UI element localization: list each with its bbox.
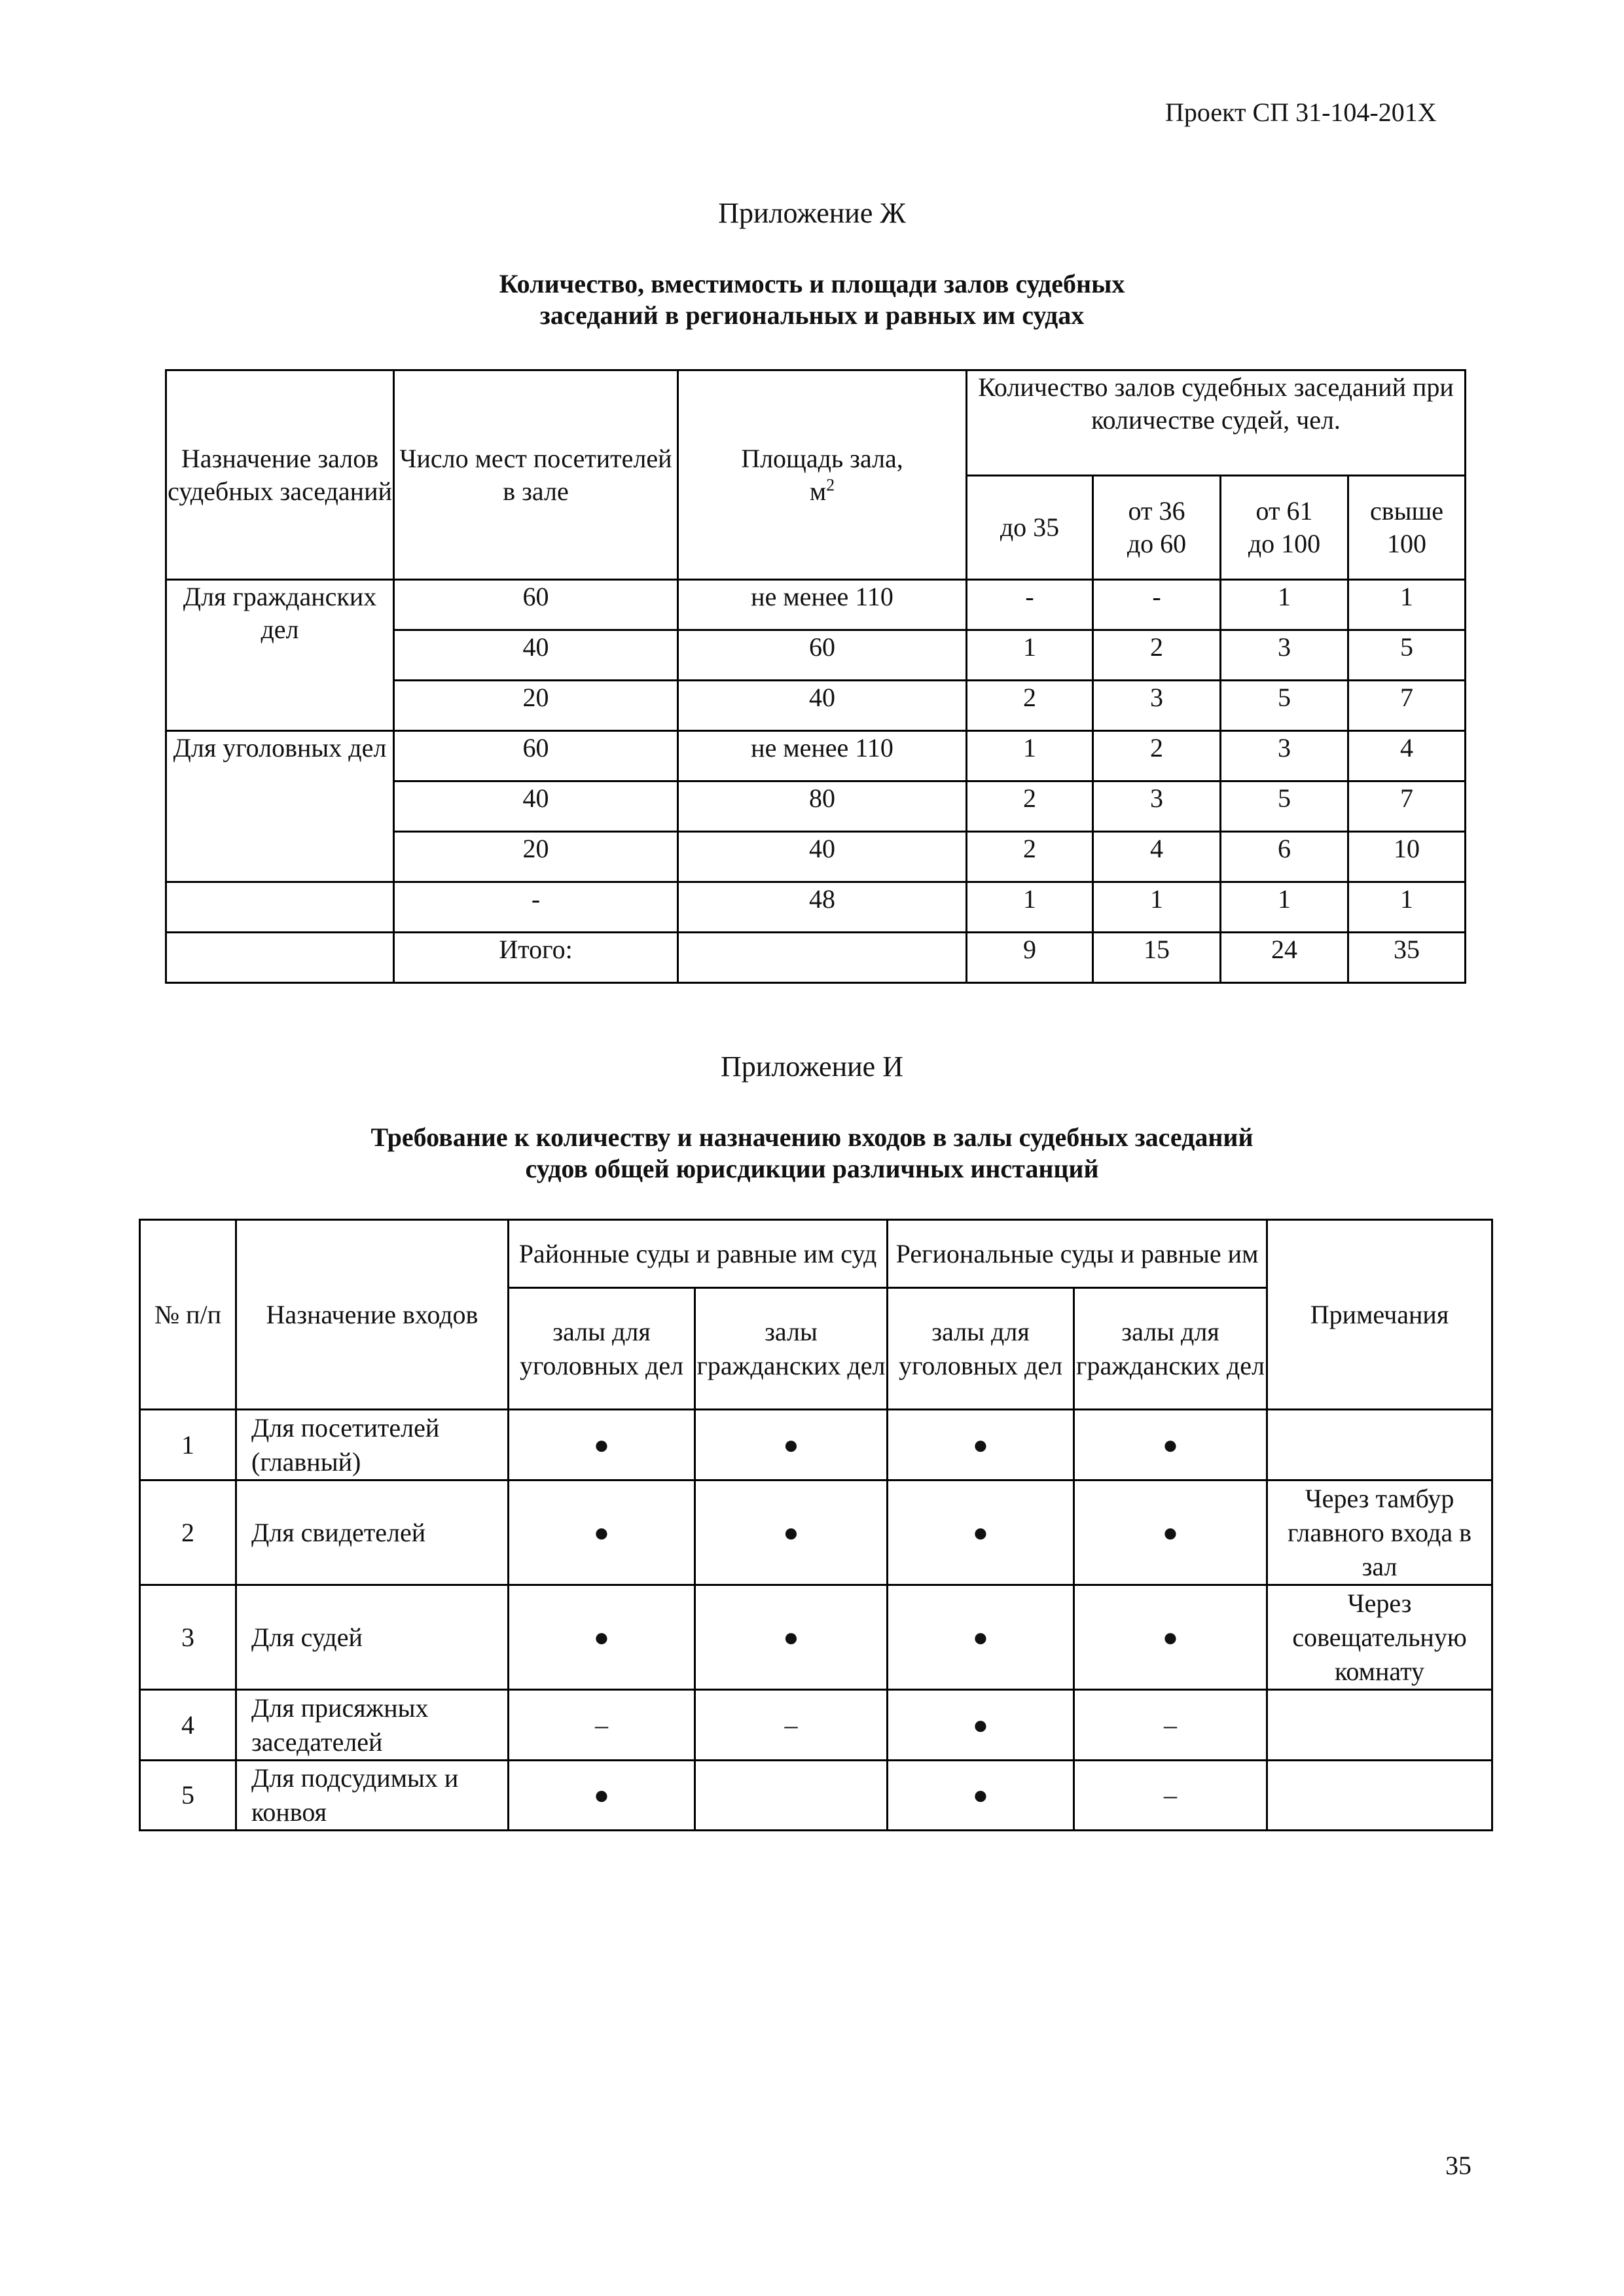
cell-count: - — [1093, 580, 1221, 630]
cell-count: 1 — [1348, 580, 1466, 630]
cell-count: 5 — [1348, 630, 1466, 681]
cell-mark: ● — [1074, 1480, 1267, 1585]
cell-count: 10 — [1348, 832, 1466, 882]
area-unit-superscript: 2 — [826, 475, 835, 495]
col-header-criminal-halls: залы для уголовных дел — [509, 1288, 695, 1410]
cell-count: 2 — [967, 681, 1093, 731]
cell-mark: ● — [1074, 1410, 1267, 1480]
col-header-district-courts: Районные суды и равные им суд — [509, 1220, 888, 1288]
col-header-criminal-halls-regional: залы для уголовных дел — [888, 1288, 1074, 1410]
col-header-area — [678, 370, 967, 580]
heading-line: заседаний в региональных и равных им судах — [539, 300, 1085, 330]
cell-num: 3 — [140, 1585, 236, 1690]
cell-note — [1267, 1410, 1492, 1480]
cell-mark: ● — [888, 1690, 1074, 1761]
cell-count: 3 — [1221, 731, 1348, 781]
cell-mark: ● — [888, 1585, 1074, 1690]
appendix-i-heading — [0, 1122, 1624, 1185]
cell-mark: ● — [695, 1585, 888, 1690]
col-header-civil-halls: залы гражданских дел — [695, 1288, 888, 1410]
cell-purpose: Для посетителей (главный) — [236, 1410, 509, 1480]
cell-mark: – — [1074, 1761, 1267, 1831]
col-header-36-60 — [1093, 476, 1221, 580]
table-row — [140, 1585, 1492, 1690]
cell-count: 1 — [967, 882, 1093, 933]
entrances-table — [139, 1219, 1493, 1831]
header-line: свыше — [1369, 496, 1444, 526]
heading-line: Требование к количеству и назначению входов в залы судебных заседаний — [370, 1122, 1254, 1152]
cell-mark: ● — [888, 1410, 1074, 1480]
cell-area: 60 — [678, 630, 967, 681]
cell-mark — [695, 1761, 888, 1831]
cell-mark: ● — [888, 1761, 1074, 1831]
cell-mark: – — [1074, 1690, 1267, 1761]
document-project-code: Проект СП 31-104-201Х — [1165, 98, 1437, 127]
cell-seats: 60 — [394, 580, 678, 630]
cell-purpose: Для присяжных заседателей — [236, 1690, 509, 1761]
header-line: от 61 — [1255, 496, 1313, 526]
table-row — [140, 1480, 1492, 1585]
total-count: 15 — [1093, 933, 1221, 983]
cell-count: 1 — [1093, 882, 1221, 933]
cell-empty — [166, 882, 394, 933]
cell-count: 2 — [967, 832, 1093, 882]
col-header-purpose: Назначение залов судебных заседаний — [166, 370, 394, 580]
cell-count: 4 — [1348, 731, 1466, 781]
header-line: до 100 — [1248, 529, 1321, 558]
cell-count: 4 — [1093, 832, 1221, 882]
cell-seats: 60 — [394, 731, 678, 781]
table-row — [140, 1761, 1492, 1831]
cell-count: 5 — [1221, 781, 1348, 832]
cell-area: 40 — [678, 832, 967, 882]
cell-count: 6 — [1221, 832, 1348, 882]
cell-num: 4 — [140, 1690, 236, 1761]
cell-count: 1 — [1221, 580, 1348, 630]
total-row — [166, 933, 1466, 983]
cell-area: 40 — [678, 681, 967, 731]
col-header-up-to-35: до 35 — [967, 476, 1093, 580]
header-line: до 60 — [1127, 529, 1187, 558]
cell-purpose: Для подсудимых и конвоя — [236, 1761, 509, 1831]
cell-count: 1 — [967, 731, 1093, 781]
col-header-num: № п/п — [140, 1220, 236, 1410]
cell-area: не менее 110 — [678, 580, 967, 630]
cell-num: 1 — [140, 1410, 236, 1480]
cell-mark: ● — [509, 1585, 695, 1690]
header-line: 100 — [1387, 529, 1427, 558]
cell-num: 5 — [140, 1761, 236, 1831]
cell-note — [1267, 1690, 1492, 1761]
cell-area: не менее 110 — [678, 731, 967, 781]
cell-count: 7 — [1348, 781, 1466, 832]
cell-count: 1 — [967, 630, 1093, 681]
cell-mark: ● — [509, 1410, 695, 1480]
col-header-purpose: Назначение входов — [236, 1220, 509, 1410]
total-count: 35 — [1348, 933, 1466, 983]
cell-mark: – — [695, 1690, 888, 1761]
cell-purpose: Для свидетелей — [236, 1480, 509, 1585]
header-line: от 36 — [1128, 496, 1185, 526]
cell-empty — [678, 933, 967, 983]
col-header-count-group: Количество залов судебных заседаний при количестве судей, чел. — [967, 370, 1466, 476]
cell-count: 2 — [967, 781, 1093, 832]
col-header-seats: Число мест посетителей в зале — [394, 370, 678, 580]
table-row — [140, 1690, 1492, 1761]
cell-mark: ● — [509, 1761, 695, 1831]
cell-mark: – — [509, 1690, 695, 1761]
cell-count: 2 — [1093, 630, 1221, 681]
cell-count: 1 — [1221, 882, 1348, 933]
col-header-over-100 — [1348, 476, 1466, 580]
cell-count: 5 — [1221, 681, 1348, 731]
group-criminal: Для уголовных дел — [166, 731, 394, 882]
cell-note: Через совещательную комнату — [1267, 1585, 1492, 1690]
col-header-regional-courts: Региональные суды и равные им — [888, 1220, 1267, 1288]
cell-note: Через тамбур главного входа в зал — [1267, 1480, 1492, 1585]
cell-area: 48 — [678, 882, 967, 933]
cell-mark: ● — [1074, 1585, 1267, 1690]
cell-count: 2 — [1093, 731, 1221, 781]
group-civil: Для гражданских дел — [166, 580, 394, 731]
cell-seats: 40 — [394, 781, 678, 832]
area-unit: м — [809, 476, 827, 506]
heading-line: судов общей юрисдикции различных инстанций — [525, 1154, 1099, 1183]
cell-count: 7 — [1348, 681, 1466, 731]
total-label: Итого: — [394, 933, 678, 983]
col-header-civil-halls-regional: залы для гражданских дел — [1074, 1288, 1267, 1410]
total-count: 24 — [1221, 933, 1348, 983]
cell-mark: ● — [695, 1410, 888, 1480]
cell-empty — [166, 933, 394, 983]
cell-seats: - — [394, 882, 678, 933]
page-number: 35 — [1445, 2151, 1471, 2180]
cell-purpose: Для судей — [236, 1585, 509, 1690]
table-row — [140, 1410, 1492, 1480]
table-row — [166, 731, 1466, 781]
col-header-61-100 — [1221, 476, 1348, 580]
area-label: Площадь зала, — [741, 443, 903, 473]
cell-num: 2 — [140, 1480, 236, 1585]
cell-count: - — [967, 580, 1093, 630]
table-row — [166, 882, 1466, 933]
total-count: 9 — [967, 933, 1093, 983]
heading-line: Количество, вместимость и площади залов судебных — [499, 269, 1125, 298]
appendix-i-title: Приложение И — [721, 1050, 903, 1083]
cell-area: 80 — [678, 781, 967, 832]
table-row — [166, 580, 1466, 630]
courtrooms-table — [165, 369, 1466, 984]
cell-seats: 20 — [394, 681, 678, 731]
appendix-zh-title: Приложение Ж — [718, 197, 906, 229]
cell-mark: ● — [695, 1480, 888, 1585]
cell-count: 3 — [1093, 681, 1221, 731]
appendix-zh-heading — [0, 268, 1624, 331]
cell-mark: ● — [509, 1480, 695, 1585]
cell-note — [1267, 1761, 1492, 1831]
cell-count: 3 — [1093, 781, 1221, 832]
col-header-notes: Примечания — [1267, 1220, 1492, 1410]
cell-count: 3 — [1221, 630, 1348, 681]
cell-seats: 40 — [394, 630, 678, 681]
cell-count: 1 — [1348, 882, 1466, 933]
cell-mark: ● — [888, 1480, 1074, 1585]
cell-seats: 20 — [394, 832, 678, 882]
